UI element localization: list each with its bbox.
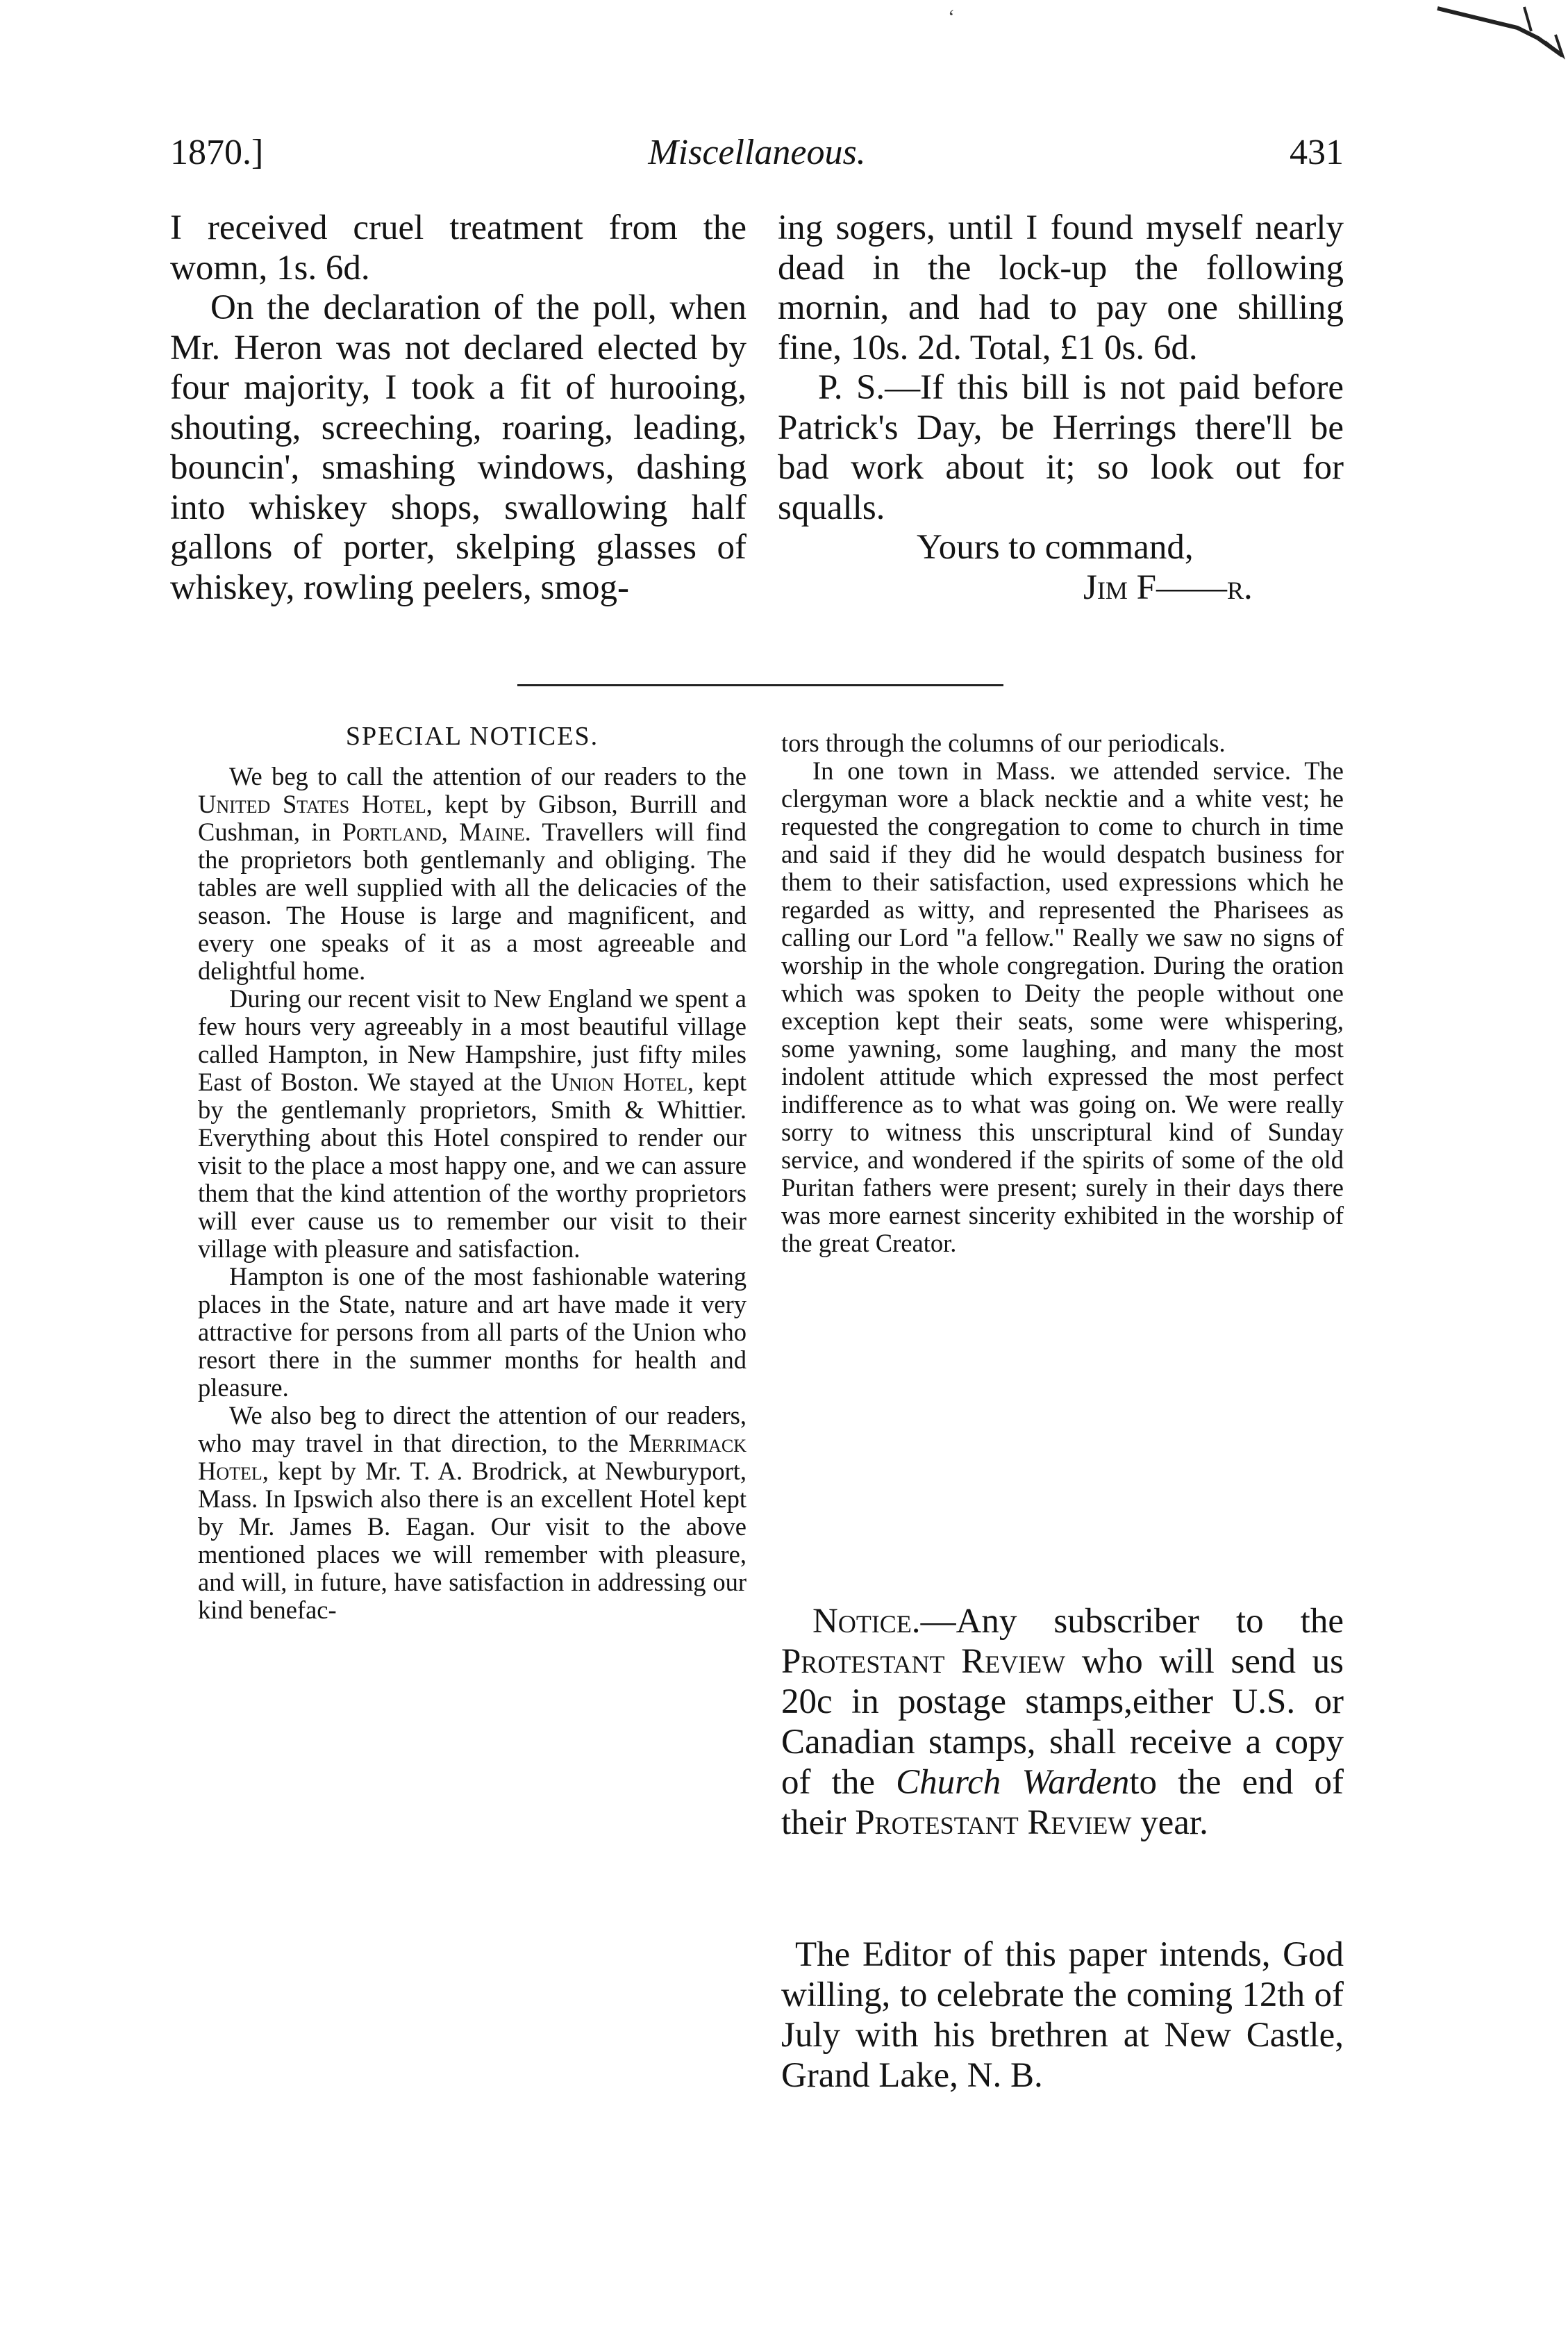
notice-paragraph xyxy=(198,1402,747,1624)
page-number: 431 xyxy=(1290,133,1344,172)
text-run: kept by Mr. T. A. Brodrick, at Newburyport, Mass. In Ipswich also there is an excellent Hotel kept by Mr. James B. Eagan. Our visit to the above mentioned places we will remember with pleasure, and will, in future, have satisfaction in addressing our kind benefac- xyxy=(198,1457,747,1624)
hotel-name: Union Hotel, xyxy=(550,1068,694,1096)
hotel-name: Merrimack Hotel, xyxy=(198,1429,747,1485)
running-header xyxy=(170,132,1344,181)
book-title: Church Warden xyxy=(896,1763,1130,1802)
notice-label: Notice. xyxy=(812,1602,921,1641)
text-run: to the end of their xyxy=(781,1763,1344,1842)
notice-paragraph xyxy=(198,763,747,985)
notice-paragraph: Hampton is one of the most fashionable watering places in the State, nature and art have made it very attractive for persons from all parts of the Union who resort there in the summer months for health and pleasure. xyxy=(198,1262,747,1402)
notice-paragraph xyxy=(781,1601,1344,1843)
text-run: —Any subscriber to the xyxy=(920,1602,1344,1641)
text-run: who will send us 20c in postage stamps,either U.S. or Canadian stamps, shall receive a copy of the xyxy=(781,1642,1344,1802)
text-run: year. xyxy=(1131,1803,1208,1842)
notice-paragraph xyxy=(198,985,747,1263)
special-notices-left-column xyxy=(198,722,747,1624)
special-notices-right-column xyxy=(781,729,1344,1257)
text-run: kept by Gibson, Burrill and Cushman, in xyxy=(198,790,747,846)
letter-paragraph: P. S.—If this bill is not paid before Patrick's Day, be Herrings there'll be bad work about it; so look out for squalls. xyxy=(778,368,1344,527)
letter-paragraph: On the declaration of the poll, when Mr. Heron was not declared elected by four majority, I took a fit of hurooing, shouting, screeching, roaring, leading, bouncin', smashing windows, dashing into whiskey shops, swallowing half gallons of porter, skelping glasses of whiskey, rowling peelers, smog- xyxy=(170,288,747,607)
stray-mark: ʻ xyxy=(948,6,955,28)
text-run: During our recent visit to New England we spent a few hours very agreeably in a most beautiful village called Hampton, in New Hampshire, just fifty miles East of Boston. We stayed at the xyxy=(198,984,747,1096)
torn-corner-mark xyxy=(1434,0,1566,63)
notice-paragraph: The Editor of this paper intends, God willing, to celebrate the coming 12th of July with his brethren at New Castle, Grand Lake, N. B. xyxy=(781,1935,1344,2095)
letter-left-column xyxy=(170,208,747,608)
text-run: kept by the gentlemanly proprietors, Smith & Whittier. Everything about this Hotel conspired to render our visit to the place a most happy one, and we can assure them that the kind attention of the worthy proprietors will ever cause us to remember our visit to their village with pleasure and satisfaction. xyxy=(198,1068,747,1263)
text-run: We beg to call the attention of our readers to the xyxy=(229,762,747,790)
letter-signature: Jim F——r. xyxy=(1083,568,1253,607)
hotel-name: United States Hotel, xyxy=(198,790,433,818)
text-run: Travellers will find the proprietors both gentlemanly and obliging. The tables are well supplied with all the delicacies of the season. The House is large and magnificent, and every one speaks of it as a most agreeable and delightful home. xyxy=(198,818,747,985)
subscriber-notice xyxy=(781,1601,1344,1843)
text-run: We also beg to direct the attention of our readers, who may travel in that direction, to the xyxy=(198,1401,747,1457)
letter-paragraph: I received cruel treatment from the womn, 1s. 6d. xyxy=(170,208,747,288)
notice-paragraph: In one town in Mass. we attended service. The clergyman wore a black necktie and a white vest; he requested the congregation to come to church in time and said if they did he would despatch business for them to their satisfaction, used expressions which he regarded as witty, and represented the Pharisees as calling our Lord "a fellow." Really we saw no signs of worship in the whole congregation. During the oration which was spoken to Deity the people without one exception kept their seats, some were whispering, some yawning, some laughing, and many the most indolent attitude which expressed the most perfect indifference as to what was going on. We were really sorry to witness this unscriptural kind of Sunday service, and wondered if the spirits of some of the old Puritan fathers were present; surely in their days there was more earnest sincerity exhibited in the worship of the great Creator. xyxy=(781,756,1344,1257)
publication-name: Protestant Review xyxy=(781,1642,1066,1681)
letter-closing: Yours to command, xyxy=(917,528,1194,567)
header-year: 1870.] xyxy=(170,133,264,172)
letter-paragraph: ing sogers, until I found myself nearly dead in the lock-up the following mornin, and had to pay one shilling fine, 10s. 2d. Total, £1 0s. 6d. xyxy=(778,208,1344,367)
place-name: Portland, Maine. xyxy=(342,818,531,846)
header-section: Miscellaneous. xyxy=(648,133,866,172)
section-divider xyxy=(517,684,1003,686)
letter-right-column xyxy=(778,208,1344,608)
special-notices-heading: SPECIAL NOTICES. xyxy=(345,722,599,751)
publication-name: Protestant Review xyxy=(855,1803,1132,1842)
editor-notice xyxy=(781,1935,1344,2096)
notice-paragraph: tors through the columns of our periodicals. xyxy=(781,729,1226,757)
